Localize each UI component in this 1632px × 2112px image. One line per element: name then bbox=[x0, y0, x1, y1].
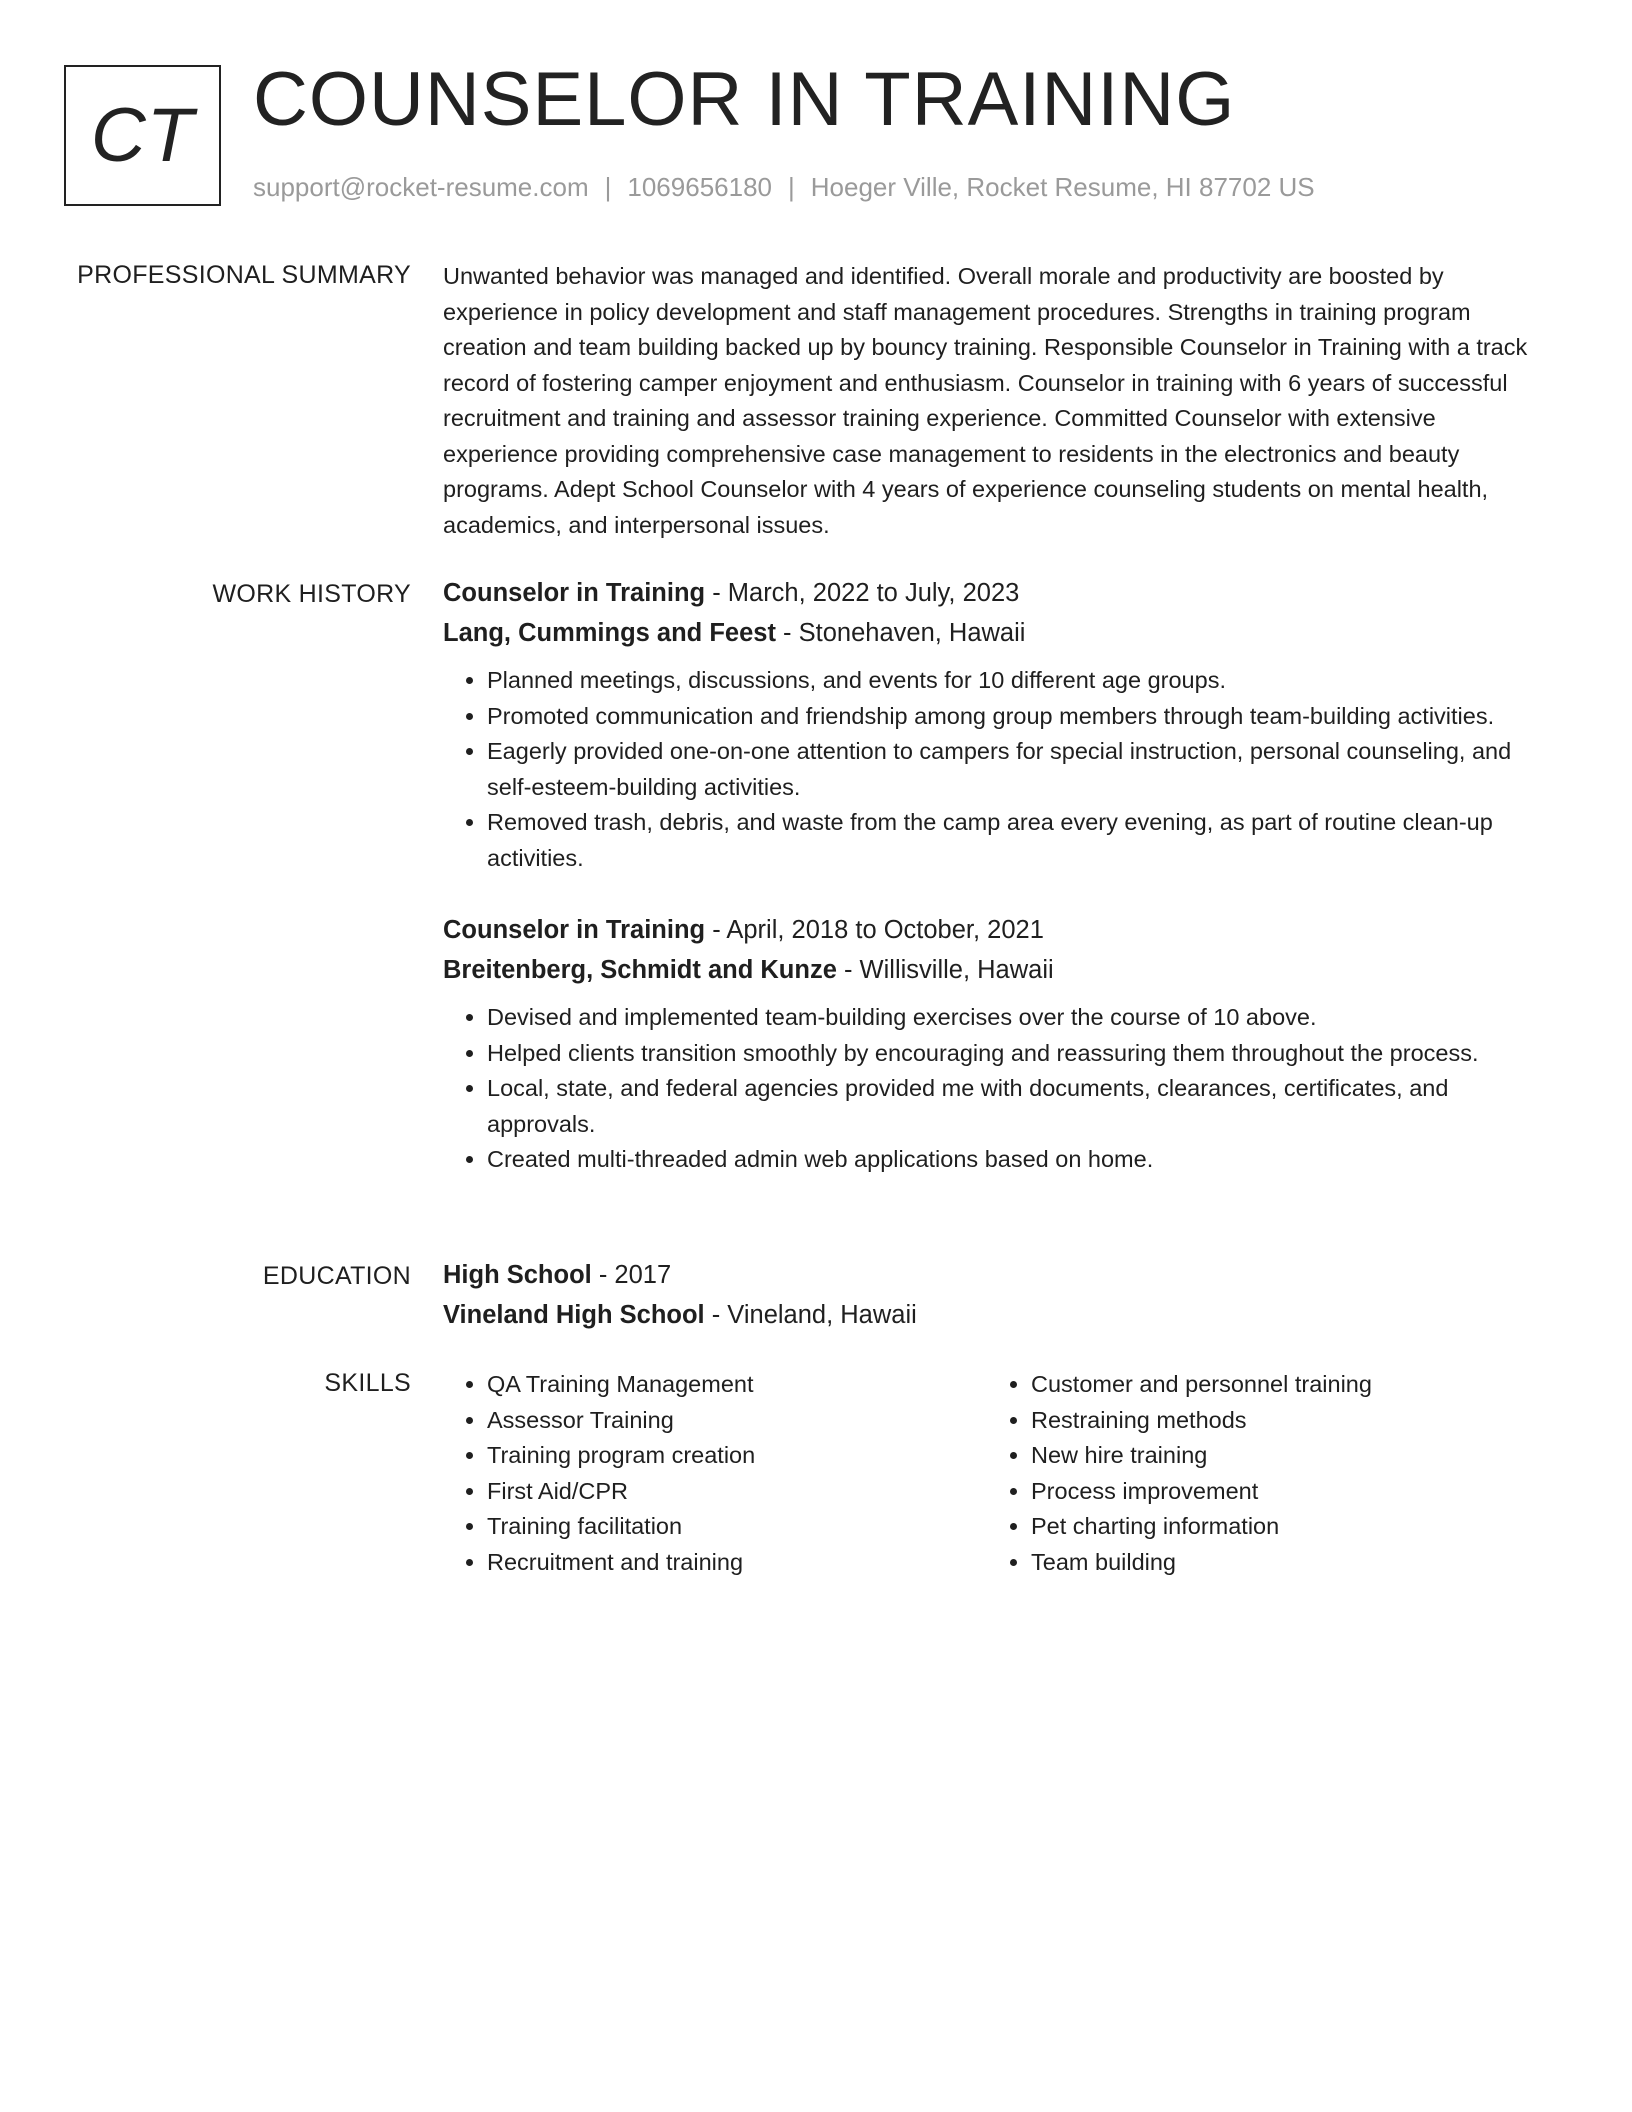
job-bullet: • Local, state, and federal agencies provided me with documents, clearances, certificates, and approvals. bbox=[487, 1071, 1543, 1142]
section-title-education: EDUCATION bbox=[262, 1262, 411, 1290]
contact-email: support@rocket-resume.com bbox=[253, 172, 589, 202]
education-school: Vineland High School bbox=[443, 1301, 705, 1329]
job-entry bbox=[443, 573, 1543, 876]
skill-item: • Pet charting information bbox=[1031, 1509, 1531, 1545]
skill-item: • Assessor Training bbox=[487, 1403, 987, 1439]
education-body bbox=[443, 1255, 1543, 1335]
education-location: - Vineland, Hawaii bbox=[704, 1301, 917, 1329]
contact-address: Hoeger Ville, Rocket Resume, HI 87702 US bbox=[810, 172, 1315, 202]
education-year: - 2017 bbox=[591, 1261, 672, 1289]
job-bullet: • Devised and implemented team-building exercises over the course of 10 above. bbox=[487, 1000, 1543, 1036]
skill-item: • Training facilitation bbox=[487, 1509, 987, 1545]
skill-item: • Process improvement bbox=[1031, 1474, 1531, 1510]
job-title-line bbox=[443, 910, 1543, 950]
contact-phone: 1069656180 bbox=[627, 172, 772, 202]
skills-body bbox=[443, 1367, 1543, 1580]
skills-list-right bbox=[987, 1367, 1531, 1580]
job-bullet: • Promoted communication and friendship among group members through team-building activities. bbox=[487, 699, 1543, 735]
job-company-line bbox=[443, 950, 1543, 990]
skill-item: • Restraining methods bbox=[1031, 1403, 1531, 1439]
skill-item: • Team building bbox=[1031, 1545, 1531, 1581]
job-dates: - April, 2018 to October, 2021 bbox=[705, 916, 1044, 944]
skill-item: • Recruitment and training bbox=[487, 1545, 987, 1581]
contact-separator: | bbox=[604, 172, 612, 202]
job-entry bbox=[443, 910, 1543, 1178]
skills-list-left bbox=[443, 1367, 987, 1580]
contact-line bbox=[253, 172, 1315, 203]
job-location: - Stonehaven, Hawaii bbox=[775, 619, 1026, 647]
section-title-skills: SKILLS bbox=[324, 1369, 411, 1397]
job-company: Lang, Cummings and Feest bbox=[443, 619, 776, 647]
skill-item: • New hire training bbox=[1031, 1438, 1531, 1474]
education-degree: High School bbox=[443, 1261, 592, 1289]
section-title-work-history: WORK HISTORY bbox=[212, 580, 411, 608]
skill-item: • QA Training Management bbox=[487, 1367, 987, 1403]
job-bullet: • Eagerly provided one-on-one attention to campers for special instruction, personal counseling, and self-esteem-building activities. bbox=[487, 734, 1543, 805]
job-bullets bbox=[443, 663, 1543, 876]
skill-item: • Training program creation bbox=[487, 1438, 987, 1474]
job-company-line bbox=[443, 613, 1543, 653]
job-location: - Willisville, Hawaii bbox=[836, 956, 1054, 984]
skills-columns bbox=[443, 1367, 1543, 1580]
job-dates: - March, 2022 to July, 2023 bbox=[705, 579, 1020, 607]
job-bullet: • Created multi-threaded admin web applications based on home. bbox=[487, 1142, 1543, 1178]
summary-body bbox=[443, 259, 1543, 543]
job-bullets bbox=[443, 1000, 1543, 1178]
section-title-summary: PROFESSIONAL SUMMARY bbox=[77, 261, 411, 289]
monogram-initials: CT bbox=[90, 92, 195, 178]
job-bullet: • Planned meetings, discussions, and events for 10 different age groups. bbox=[487, 663, 1543, 699]
skill-item: • First Aid/CPR bbox=[487, 1474, 987, 1510]
job-bullet: • Removed trash, debris, and waste from the camp area every evening, as part of routine clean-up activities. bbox=[487, 805, 1543, 876]
contact-separator: | bbox=[788, 172, 795, 202]
candidate-name: COUNSELOR IN TRAINING bbox=[253, 57, 1236, 142]
monogram-box bbox=[64, 65, 221, 206]
job-role: Counselor in Training bbox=[443, 916, 706, 944]
education-degree-line bbox=[443, 1255, 1543, 1295]
job-title-line bbox=[443, 573, 1543, 613]
job-company: Breitenberg, Schmidt and Kunze bbox=[443, 956, 837, 984]
skill-item: • Customer and personnel training bbox=[1031, 1367, 1531, 1403]
summary-text: Unwanted behavior was managed and identified. Overall morale and productivity are boosted by experience in policy development and staff management procedures. Strengths in training program creation and team building backed up by bouncy training. Responsible Counselor in Training with a track record of fostering camper enjoyment and enthusiasm. Counselor in training with 6 years of successful recruitment and training and assessor training experience. Committed Counselor with extensive experience providing comprehensive case management to residents in the electronics and beauty programs. Adept School Counselor with 4 years of experience counseling students on mental health, academics, and interpersonal issues. bbox=[443, 263, 1528, 538]
job-bullet: • Helped clients transition smoothly by encouraging and reassuring them throughout the process. bbox=[487, 1036, 1543, 1072]
education-school-line bbox=[443, 1295, 1543, 1335]
work-history-body bbox=[443, 573, 1543, 1178]
job-role: Counselor in Training bbox=[443, 579, 706, 607]
